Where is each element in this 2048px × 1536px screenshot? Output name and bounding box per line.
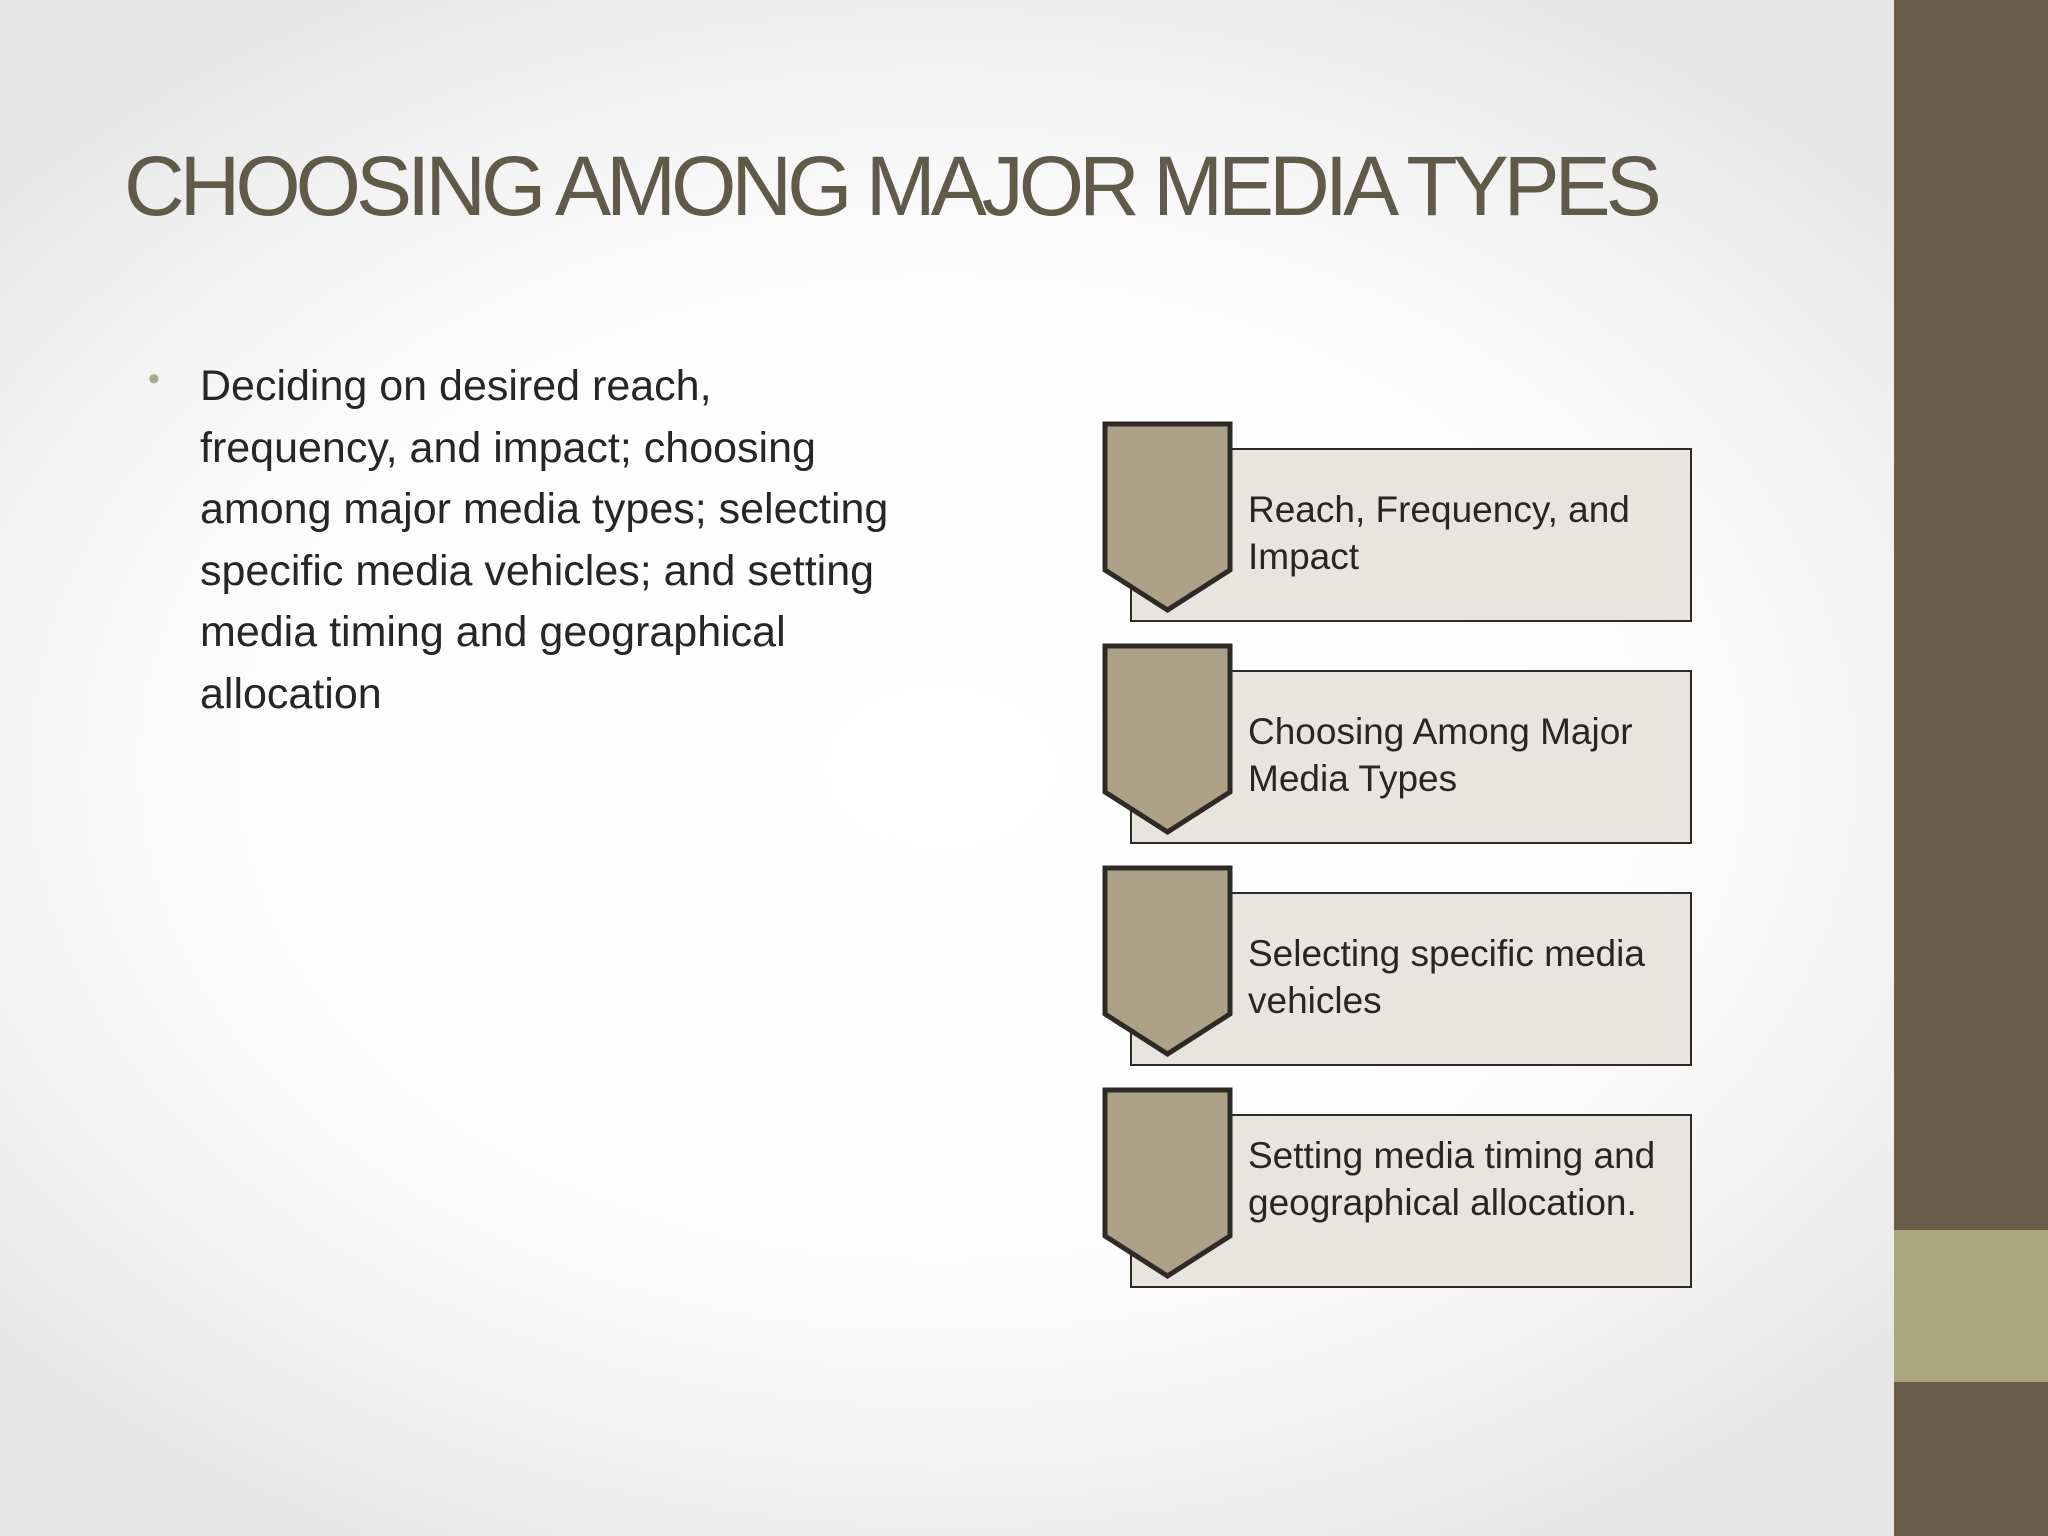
bullet-text: Deciding on desired reach, frequency, and impact; choosing among major media types; selecting specific media vehicles; and setting media timing and geographical allocation (200, 362, 889, 718)
slide-title: CHOOSING AMONG MAJOR MEDIA TYPES (124, 139, 1657, 233)
bullet-marker: • (148, 360, 160, 398)
side-decor-accent (1894, 1230, 2048, 1382)
step-label: Selecting specific media vehicles (1248, 933, 1645, 1021)
process-step-4 (1100, 1088, 1700, 1284)
chevron-down-icon (1100, 422, 1240, 618)
process-step-2 (1100, 644, 1700, 840)
chevron-down-icon (1100, 866, 1240, 1062)
chevron-down-icon (1100, 1088, 1240, 1284)
step-label: Choosing Among Major Media Types (1248, 711, 1633, 799)
process-step-3 (1100, 866, 1700, 1062)
chevron-down-icon (1100, 644, 1240, 840)
process-step-1 (1100, 422, 1700, 618)
step-label: Setting media timing and geographical allocation. (1248, 1135, 1656, 1223)
bullet-item (148, 356, 908, 725)
step-label: Reach, Frequency, and Impact (1248, 489, 1630, 577)
